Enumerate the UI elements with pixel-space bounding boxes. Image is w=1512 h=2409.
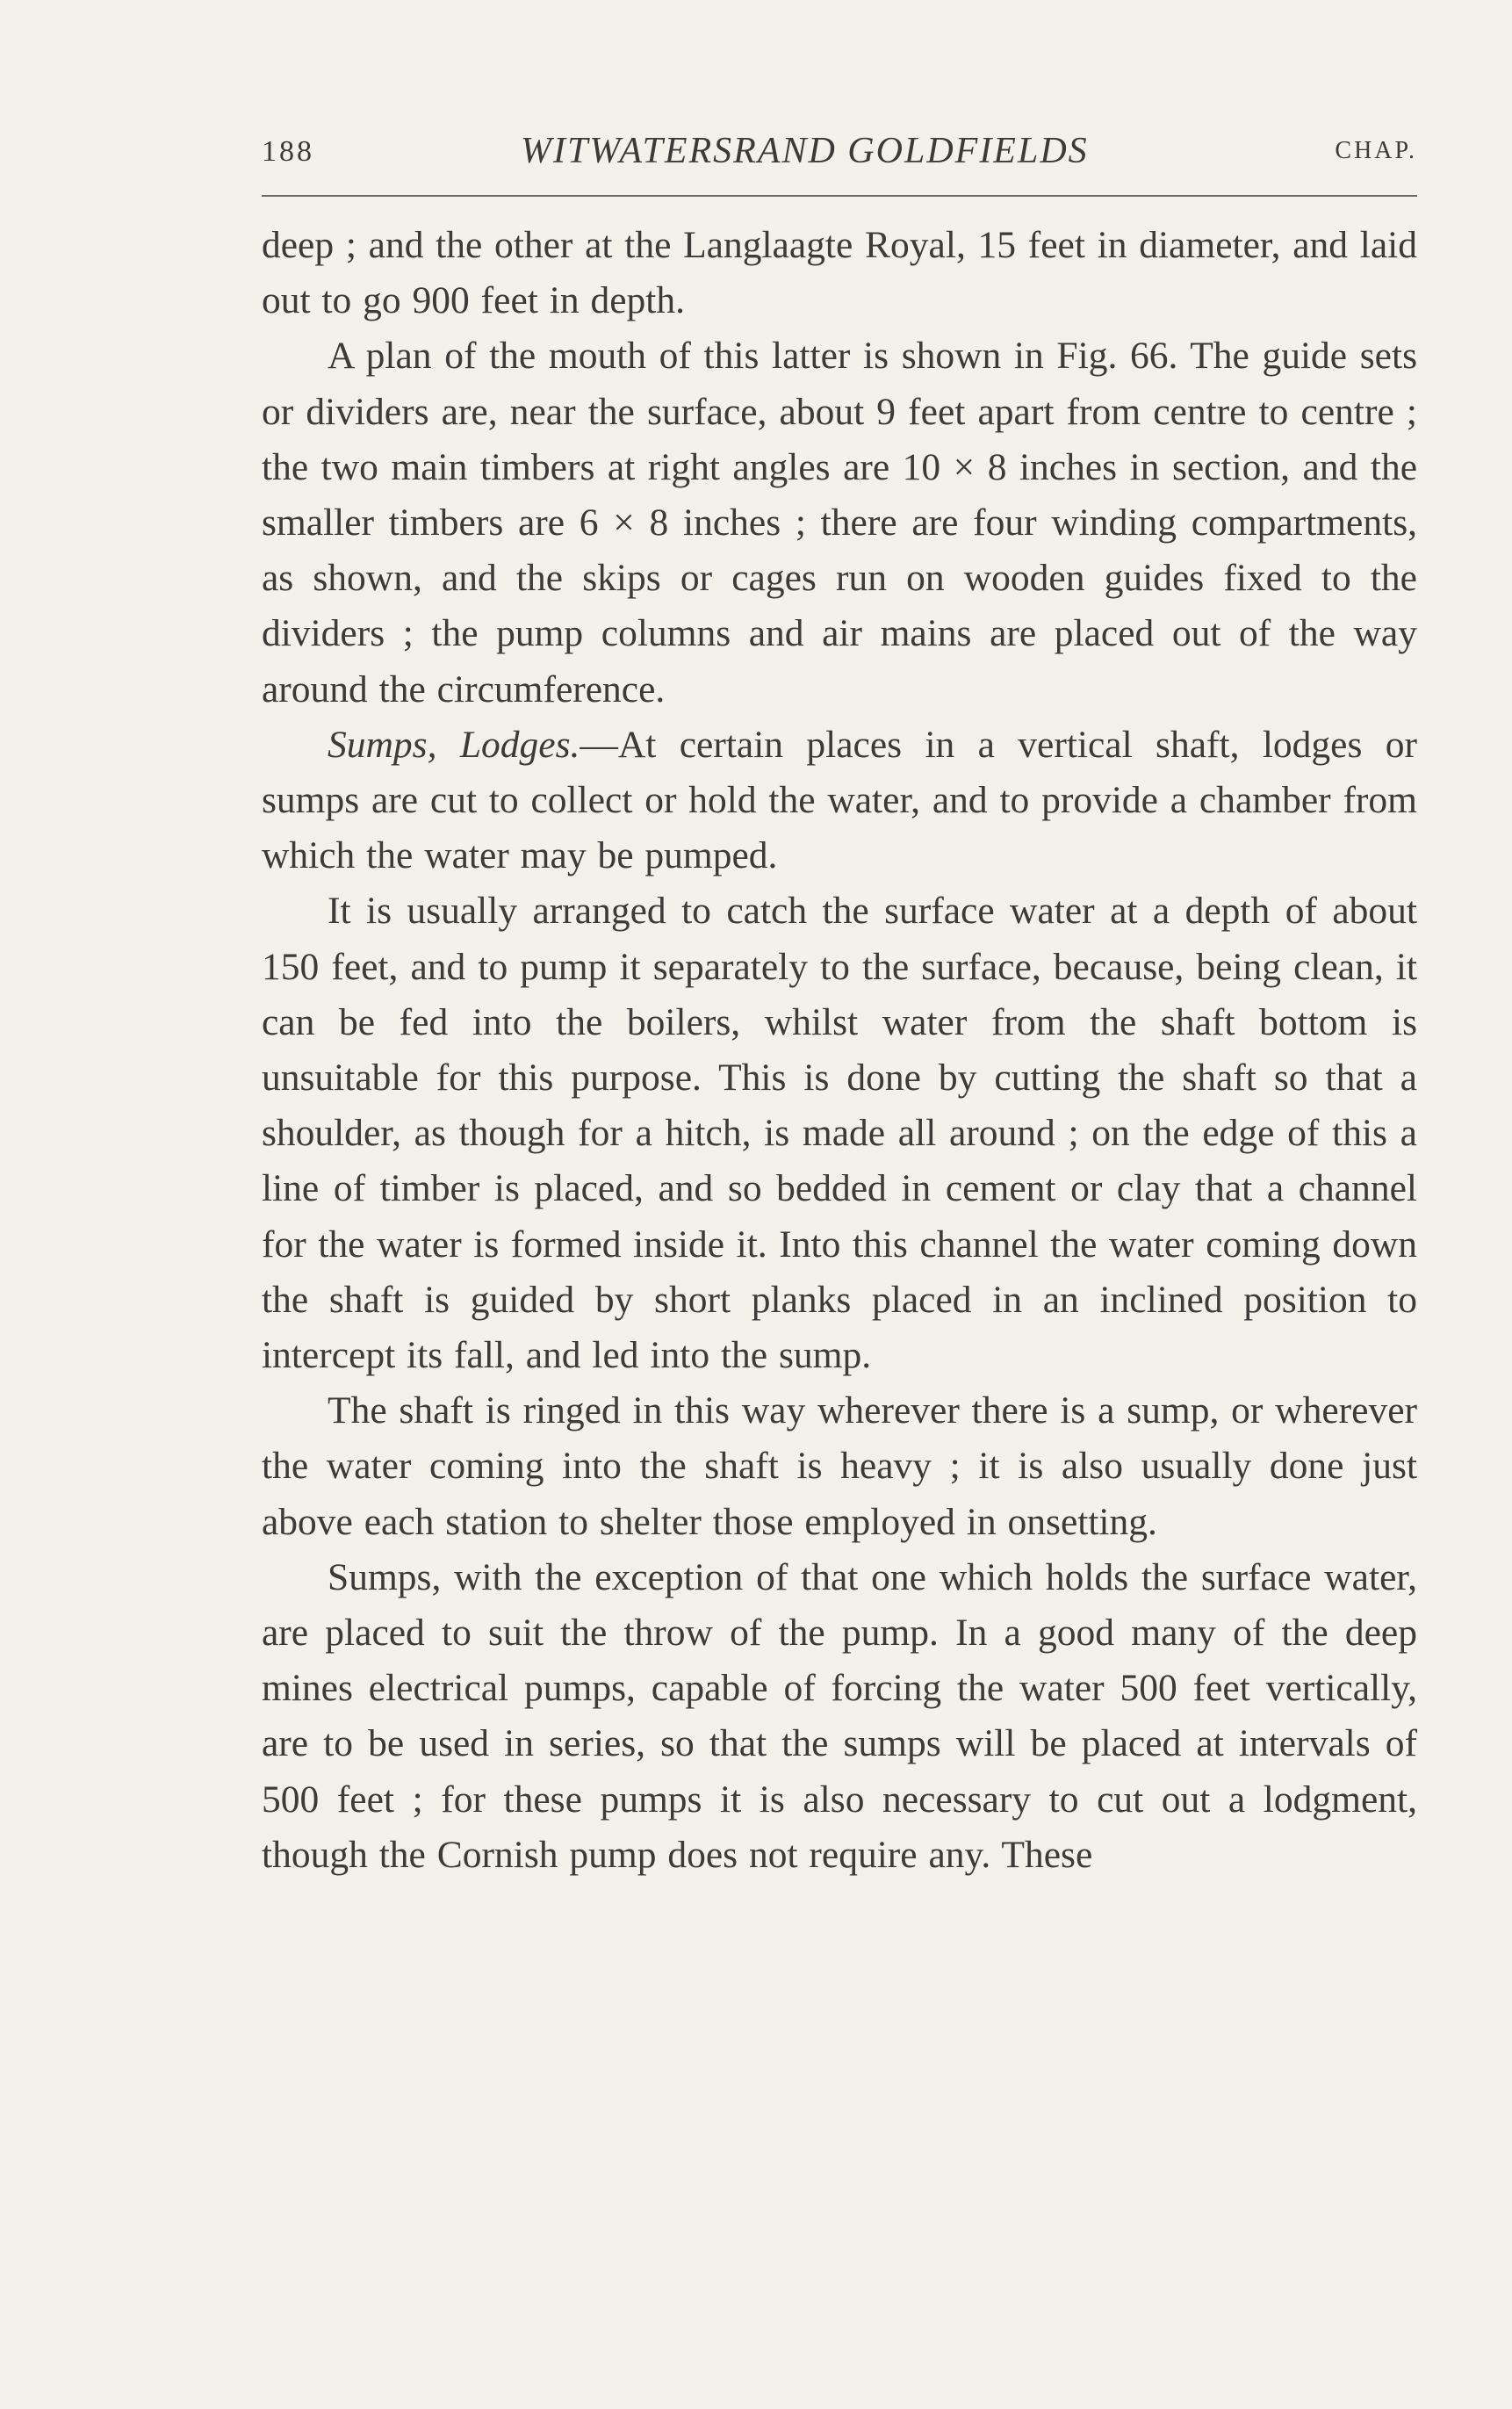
running-title: WITWATERSRAND GOLDFIELDS <box>521 131 1089 171</box>
paragraph-text: deep ; and the other at the Langlaagte Royal, 15 feet in diameter, and laid out to go 900 feet in depth. <box>262 224 1417 322</box>
paragraph <box>262 328 1417 717</box>
paragraph-continued <box>262 218 1417 328</box>
page-number: 188 <box>262 135 314 168</box>
paragraph <box>262 1550 1417 1883</box>
paragraph-text: A plan of the mouth of this latter is shown in Fig. 66. The guide sets or dividers are, near the surface, about 9 feet apart from centre to centre ; the two main timbers at right angles are 10 × 8 inches in section, and the smaller timbers are 6 × 8 inches ; there are four winding compartments, as shown, and the skips or cages run on wooden guides fixed to the dividers ; the pump columns and air mains are placed out of the way around the circumference. <box>262 335 1417 710</box>
paragraph-text: —At certain places in a vertical shaft, lodges or sumps are cut to collect or hold the water, and to provide a chamber from which the water may be pumped. <box>262 723 1417 877</box>
paragraph <box>262 884 1417 1383</box>
paragraph-text: It is usually arranged to catch the surface water at a depth of about 150 feet, and to pump it separately to the surface, because, being clean, it can be fed into the boilers, whilst water from the shaft bottom is unsuitable for this purpose. This is done by cutting the shaft so that a shoulder, as though for a hitch, is made all around ; on the edge of this a line of timber is placed, and so bedded in cement or clay that a channel for the water is formed inside it. Into this channel the water coming down the shaft is guided by short planks placed in an inclined position to intercept its fall, and led into the sump. <box>262 890 1417 1377</box>
paragraph-text: The shaft is ringed in this way wherever there is a sump, or wherever the water coming into the shaft is heavy ; it is also usually done just above each station to shelter those employed in onsetting. <box>262 1389 1417 1543</box>
paragraph <box>262 1383 1417 1550</box>
body-text <box>262 218 1417 1883</box>
paragraph <box>262 718 1417 884</box>
paragraph-text: Sumps, with the exception of that one which holds the surface water, are placed to suit the throw of the pump. In a good many of the deep mines electrical pumps, capable of forcing the water 500 feet vertically, are to be used in series, so that the sumps will be placed at intervals of 500 feet ; for these pumps it is also necessary to cut out a lodgment, though the Cornish pump does not require any. These <box>262 1555 1417 1876</box>
running-head <box>262 130 1417 183</box>
header-rule <box>262 195 1417 197</box>
chapter-label: CHAP. <box>1335 137 1417 164</box>
section-heading-sumps-lodges: Sumps, Lodges. <box>328 723 580 766</box>
